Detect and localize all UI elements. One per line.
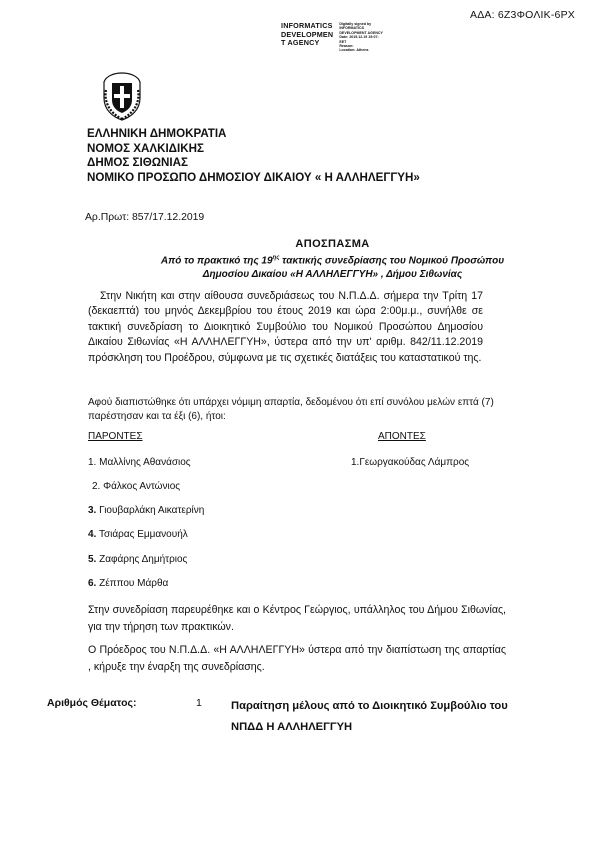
secretary-paragraph: Στην συνεδρίαση παρευρέθηκε και ο Κέντρος Γεώργιος, υπάλληλος του Δήμου Σιθωνίας, για την τήρηση των πρακτικών. <box>88 604 506 633</box>
absent-member: 1.Γεωργακούδας Λάμπρος <box>351 457 470 468</box>
agenda-item-number: 1 <box>196 697 202 709</box>
stamp-details: Digitally signed by INFORMATICS DEVELOPMENT AGENCY Date: 2019.12.19 19:07: EET Reason: Location: Athens <box>339 22 383 53</box>
greek-coat-of-arms-icon <box>100 70 144 122</box>
opening-paragraph: Ο Πρόεδρος του Ν.Π.Δ.Δ. «Η ΑΛΛΗΛΕΓΓΥΗ» ύστερα από την διαπίστωση της απαρτίας , κήρυξε την έναρξη της συνεδρίασης. <box>88 644 506 673</box>
present-heading: ΠΑΡΟΝΤΕΣ <box>88 431 143 442</box>
document-subtitle-line1: Από το πρακτικό της $19^{\eta\varsigma}$ τακτικής συνεδρίασης του Νομικού Προσώπου <box>160 255 505 267</box>
present-member: 6. Ζέππου Μάρθα <box>88 578 169 589</box>
digital-signature-stamp <box>281 22 383 53</box>
present-member: 3. Γιουβαρλάκη Αικατερίνη <box>88 505 205 516</box>
header-prefecture: ΝΟΜΟΣ ΧΑΛΚΙΔΙΚΗΣ <box>87 141 204 155</box>
agenda-item-label: Αριθμός Θέματος: <box>47 697 137 709</box>
present-member: 4. Τσιάρας Εμμανουήλ <box>88 529 188 540</box>
document-subtitle-line2: Δημοσίου Δικαίου «Η ΑΛΛΗΛΕΓΓΥΗ» , Δήμου Σιθωνίας <box>202 269 463 281</box>
agenda-item-title: Παραίτηση μέλους από το Διοικητικό Συμβούλιο του ΝΠΔΔ Η ΑΛΛΗΛΕΓΓΥΗ <box>231 700 508 733</box>
document-title-block <box>80 237 585 282</box>
stamp-organization: INFORMATICS DEVELOPMEN T AGENCY <box>281 21 334 48</box>
document-header <box>87 127 420 185</box>
meeting-intro-paragraph: Στην Νικήτη και στην αίθουσα συνεδριάσεως του Ν.Π.Δ.Δ. σήμερα την Τρίτη 17 (δεκαεπτά) του μηνός Δεκεμβρίου του έτους 2019 και ώρα 2:00μ.μ., συνήλθε σε τακτική συνεδρίαση το Διοικητικό Συμβούλιο του Νομικού Προσώπου Δημοσίου Δικαίου Σιθωνίας «Η ΑΛΛΗΛΕΓΓΥΗ», ύστερα από την υπ' αριθμ. 842/11.12.2019 πρόσκληση του Προέδρου, σύμφωνα με τις σχετικές διατάξεις του καταστατικού της. <box>88 290 483 364</box>
header-republic: ΕΛΛΗΝΙΚΗ ΔΗΜΟΚΡΑΤΙΑ <box>87 127 227 140</box>
header-legal-entity: ΝΟΜΙΚΟ ΠΡΟΣΩΠΟ ΔΗΜΟΣΙΟΥ ΔΙΚΑΙΟΥ « Η ΑΛΛΗΛΕΓΓΥΗ» <box>87 170 420 184</box>
present-member: 5. Ζαφάρης Δημήτριος <box>88 554 188 565</box>
header-municipality: ΔΗΜΟΣ ΣΙΘΩΝΙΑΣ <box>87 156 188 169</box>
protocol-number: Αρ.Πρωτ: 857/17.12.2019 <box>85 212 205 223</box>
present-member: 1. Μαλλίνης Αθανάσιος <box>88 457 191 468</box>
present-member: 2. Φάλκος Αντώνιος <box>92 481 181 492</box>
absent-heading: ΑΠΟΝΤΕΣ <box>378 431 426 442</box>
document-title: ΑΠΟΣΠΑΣΜΑ <box>295 238 370 250</box>
quorum-paragraph: Αφού διαπιστώθηκε ότι υπάρχει νόμιμη απαρτία, δεδομένου ότι επί συνόλου μελών επτά (7) παρέστησαν και τα έξι (6), ήτοι: <box>88 397 494 423</box>
ada-code: ΑΔΑ: 6Ζ3ΦΟΛΙΚ-6ΡΧ <box>470 9 575 21</box>
